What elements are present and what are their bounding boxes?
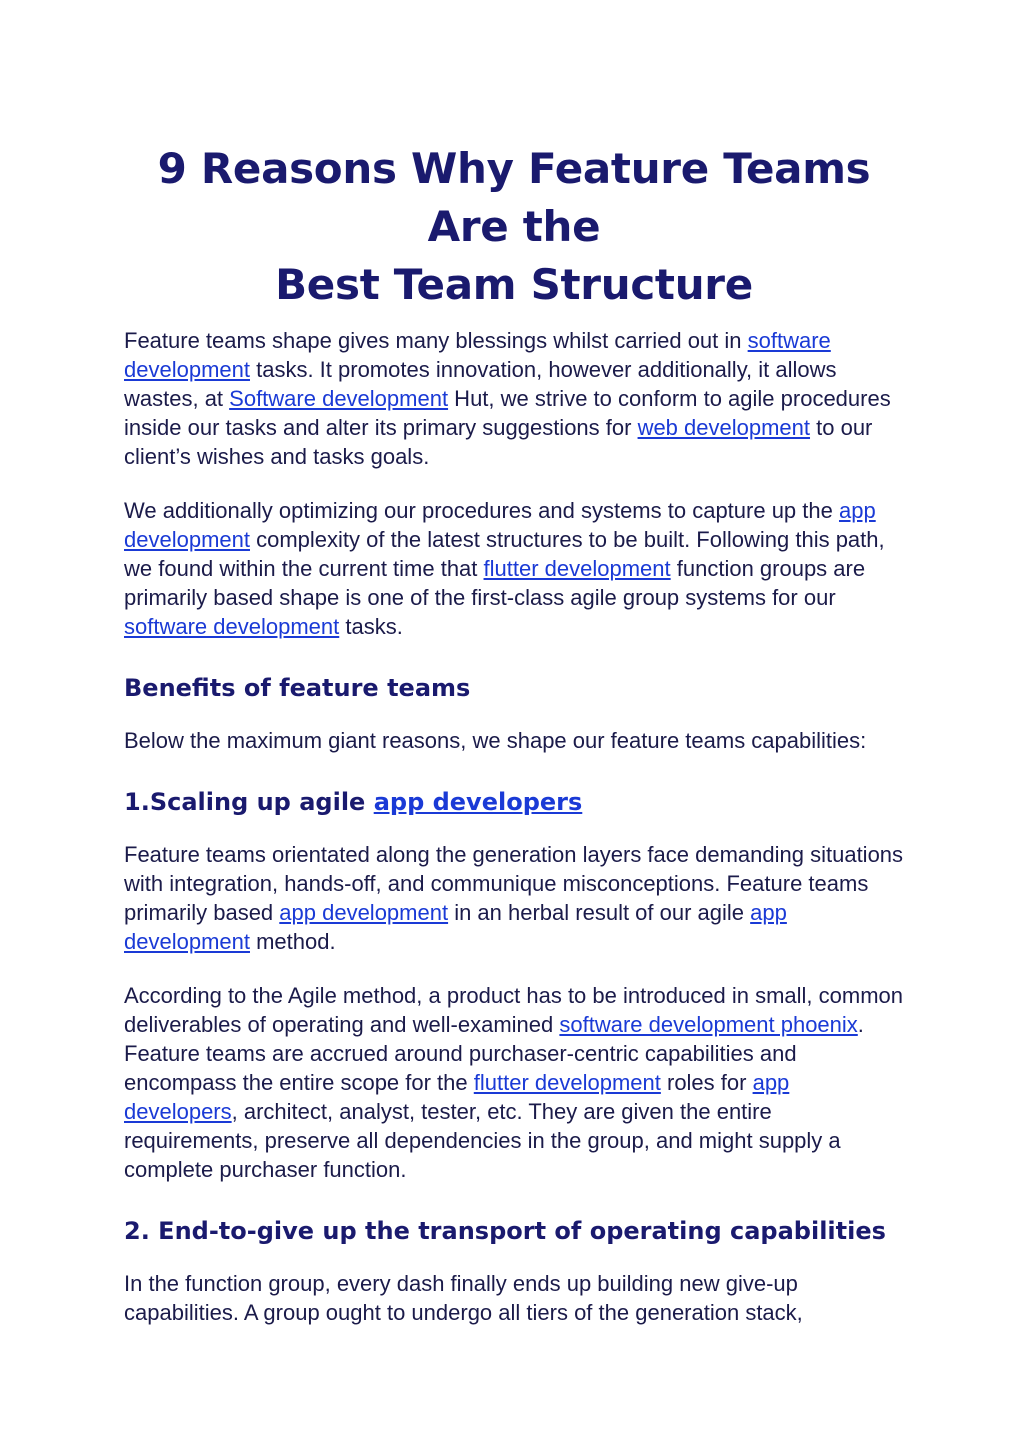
intro-text-5: to our client’s wishes and tasks goals. <box>124 415 873 469</box>
link-app-development[interactable]: app development <box>124 498 876 552</box>
agile-text-2: . Feature teams are accrued around purchaser-centric capabilities and encompass the entire scope for the <box>124 1012 864 1095</box>
link-flutter-development[interactable]: flutter development <box>483 556 671 581</box>
agile-text-4: , architect, analyst, tester, etc. They are given the entire requirements, preserve all dependencies in the group, and might supply a complete purchaser function. <box>124 1099 841 1182</box>
scaling-text-2: in an herbal result of our agile <box>448 900 751 925</box>
optimizing-paragraph <box>124 496 904 641</box>
heading-benefits: Benefits of feature teams <box>124 674 471 702</box>
link-app-development-3[interactable]: app development <box>124 900 787 954</box>
heading-end-to-end: 2. End-to-give up the transport of operating capabilities <box>124 1217 886 1245</box>
scaling-paragraph <box>124 840 904 956</box>
intro-paragraph <box>124 326 904 471</box>
link-flutter-development-2[interactable]: flutter development <box>473 1070 661 1095</box>
agile-text-1: According to the Agile method, a product has to be introduced in small, common deliverables of operating and well-examined <box>124 983 903 1037</box>
optimizing-text-2: complexity of the latest structures to be built. Following this path, we found within the current time that <box>124 527 885 581</box>
heading-scaling-up-text: 1.Scaling up agile <box>124 788 374 816</box>
benefits-intro-paragraph: Below the maximum giant reasons, we shape our feature teams capabilities: <box>124 728 867 753</box>
heading-scaling-up <box>124 786 904 818</box>
page-title <box>124 140 904 314</box>
function-group-paragraph: In the function group, every dash finally ends up building new give-up capabilities. A group ought to undergo all tiers of the generation stack, <box>124 1271 803 1325</box>
link-app-developers[interactable]: app developers <box>124 1070 790 1124</box>
scaling-text-1: Feature teams orientated along the generation layers face demanding situations with integration, hands-off, and communique misconceptions. Feature teams primarily based <box>124 842 904 925</box>
intro-text-3: tasks. It promotes innovation, however additionally, it allows wastes, at <box>124 357 837 411</box>
optimizing-text-1: We additionally optimizing our procedures and systems to capture up the <box>124 498 839 523</box>
intro-text-4: Hut, we strive to conform to agile procedures inside our tasks and alter its primary suggestions for <box>124 386 891 440</box>
link-web-development[interactable]: web development <box>637 415 811 440</box>
page-title-line-2: Best Team Structure <box>275 260 753 309</box>
link-development[interactable]: development <box>124 357 250 382</box>
link-app-development-2[interactable]: app development <box>279 900 449 925</box>
link-software[interactable]: software <box>747 328 831 353</box>
heading-link-app-developers[interactable]: app developers <box>373 788 583 816</box>
agile-text-3: roles for <box>660 1070 753 1095</box>
page-title-line-1: 9 Reasons Why Feature Teams Are the <box>157 144 871 251</box>
agile-method-paragraph <box>124 981 904 1184</box>
optimizing-text-4: tasks. <box>339 614 403 639</box>
scaling-text-3: method. <box>249 929 336 954</box>
intro-text-1: Feature teams shape gives many blessings whilst carried out in <box>124 328 748 353</box>
link-software-development[interactable]: Software development <box>229 386 449 411</box>
document-page <box>124 140 904 1327</box>
link-software-development-2[interactable]: software development <box>124 614 340 639</box>
link-software-development-phoenix[interactable]: software development phoenix <box>559 1012 858 1037</box>
optimizing-text-3: function groups are primarily based shape is one of the first-class agile group systems for our <box>124 556 866 610</box>
